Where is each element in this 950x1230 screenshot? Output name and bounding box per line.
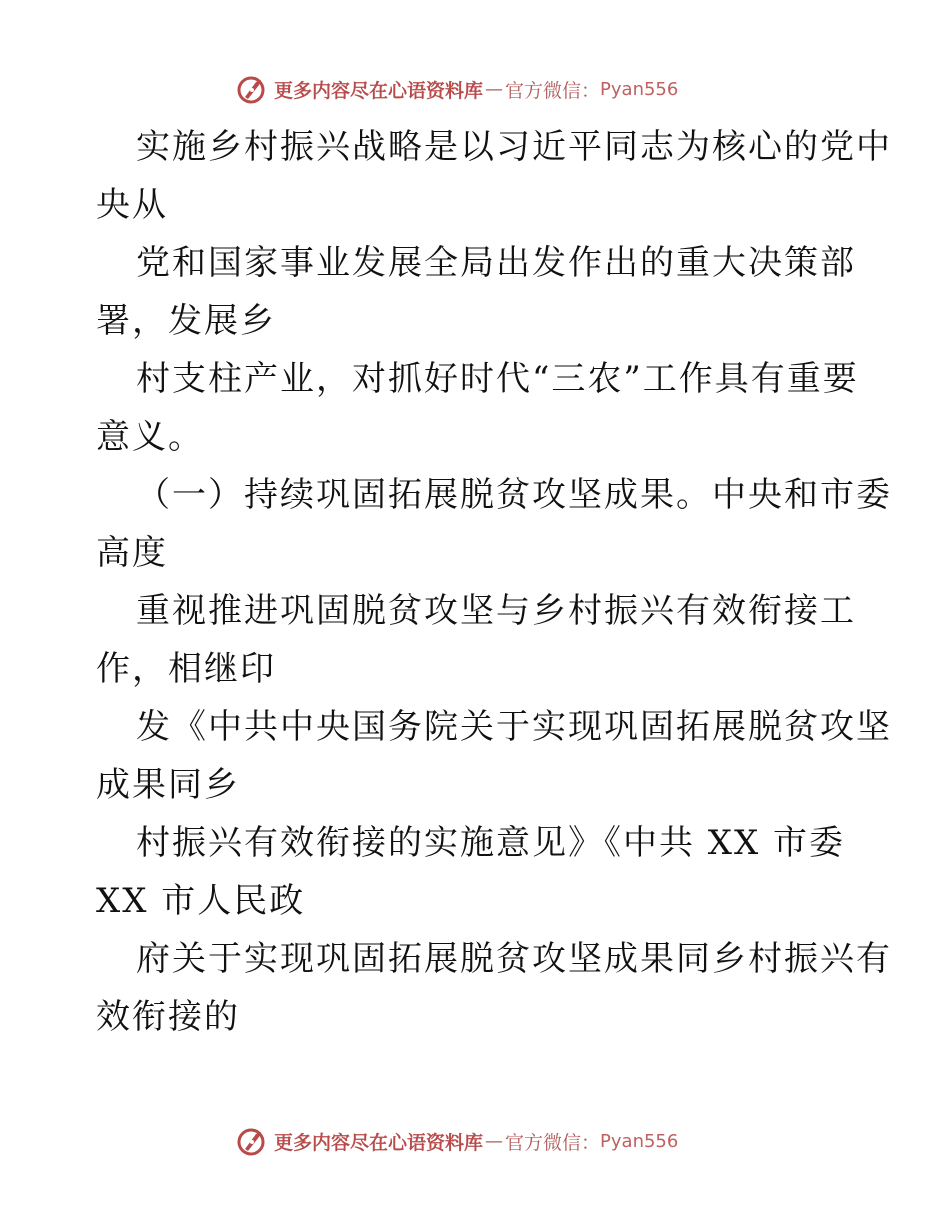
text-line: 党和国家事业发展全局出发作出的重大决策部 [136,243,856,283]
text-line: 重视推进巩固脱贫攻坚与乡村振兴有效衔接工 [136,591,856,631]
text-line: 央从 [96,185,168,225]
text-line: 实施乡村振兴战略是以习近平同志为核心的党中 [136,127,892,167]
footer-watermark [236,1124,716,1158]
pen-nib-circle-icon [236,1125,268,1157]
text-line: 府关于实现巩固拓展脱贫攻坚成果同乡村振兴有 [136,939,892,979]
text-line: 效衔接的 [96,997,240,1037]
text-line: 村支柱产业，对抓好时代“三农”工作具有重要 [136,359,859,399]
text-line: XX 市人民政 [96,881,306,921]
text-line: 署，发展乡 [96,301,276,341]
text-line: 高度 [96,533,168,573]
watermark-label: 官方微信： [505,1131,601,1154]
watermark-label: 官方微信： [505,79,601,102]
watermark-brand: 更多内容尽在心语资料库 [274,1131,484,1154]
text-line: 成果同乡 [96,765,240,805]
text-line: （一）持续巩固拓展脱贫攻坚成果。中央和市委 [136,475,892,515]
text-line: 发《中共中央国务院关于实现巩固拓展脱贫攻坚 [136,707,892,747]
watermark-separator: — [485,78,504,100]
watermark-id: Pyan556 [600,78,679,100]
watermark-separator: — [485,1130,504,1152]
document-body [96,118,892,1046]
pen-nib-circle-icon [236,73,268,105]
text-line: 作，相继印 [96,649,276,689]
text-line: 村振兴有效衔接的实施意见》《中共 XX 市委 [136,823,846,863]
watermark-id: Pyan556 [600,1130,679,1152]
watermark-brand: 更多内容尽在心语资料库 [274,79,484,102]
text-line: 意义。 [96,417,204,457]
header-watermark [236,72,716,106]
